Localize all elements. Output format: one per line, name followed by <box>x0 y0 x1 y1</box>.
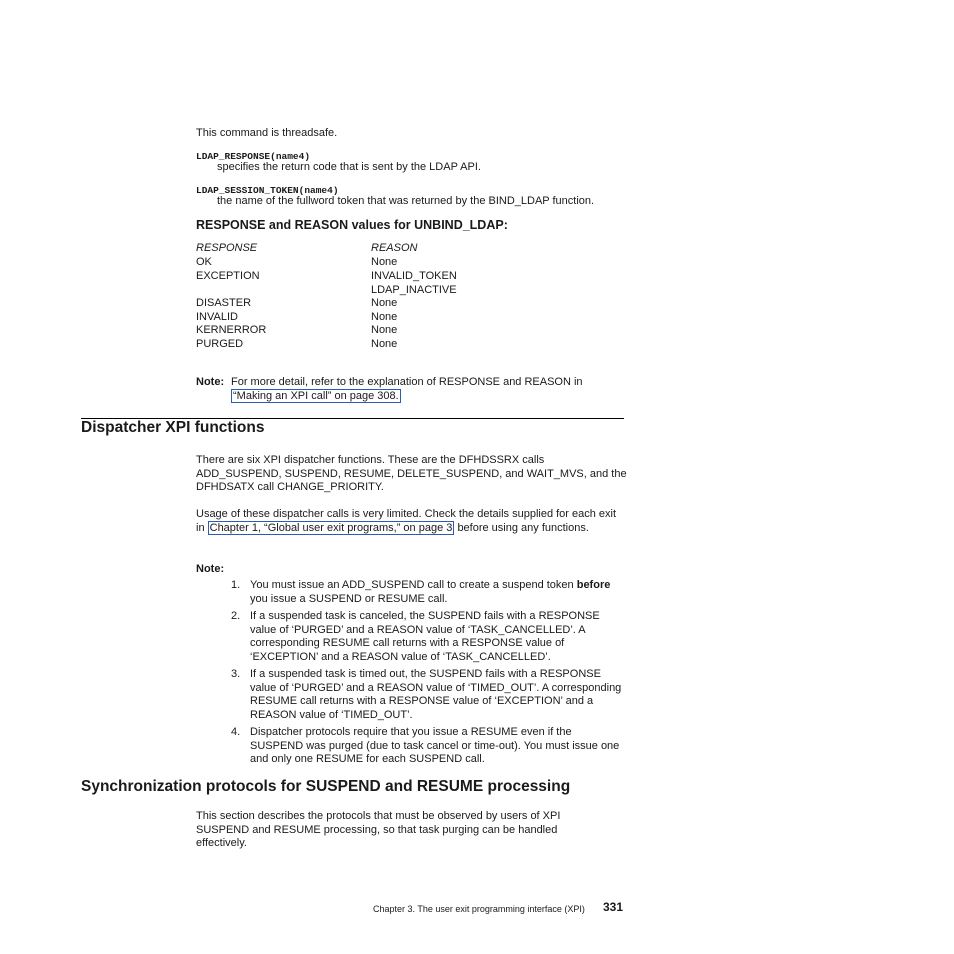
response-cell: DISASTER <box>196 297 252 309</box>
table-row <box>196 311 496 325</box>
reason-cell: None <box>371 311 398 323</box>
note-label: Note: <box>196 376 225 388</box>
response-cell: KERNERROR <box>196 324 267 336</box>
param-name-ldap-session-token: LDAP_SESSION_TOKEN(name4) <box>196 185 339 196</box>
dispatcher-note-list <box>231 579 623 771</box>
param-desc-ldap-session-token: the name of the fullword token that was returned by the BIND_LDAP function. <box>217 195 595 207</box>
note-text-before: For more detail, refer to the explanation of RESPONSE and REASON in <box>231 376 583 388</box>
reason-cell: INVALID_TOKEN <box>371 270 457 282</box>
dispatcher-para1: There are six XPI dispatcher functions. These are the DFHDSSRX calls ADD_SUSPEND, SUSPEND, RESUME, DELETE_SUSPEND, and WAIT_MVS, and the DFHDSATX call CHANGE_PRIORITY. <box>196 454 627 493</box>
reason-cell: None <box>371 297 398 309</box>
list-item-number: 2. <box>231 610 241 622</box>
dispatcher-para2-after: before using any functions. <box>457 521 589 534</box>
list-item-number: 1. <box>231 579 241 591</box>
list-item-text: If a suspended task is canceled, the SUSPEND fails with a RESPONSE value of ‘PURGED’ and a REASON value of ‘TASK_CANCELLED’. A corresponding RESUME call returns with a RESPONSE value of ‘EXCEPTION’ and a REASON value of ‘TASK_CANCELLED’. <box>250 610 600 663</box>
list-item-text: If a suspended task is timed out, the SUSPEND fails with a RESPONSE value of ‘PURGED’ and a REASON value of ‘TIMED_OUT’. A corresponding RESUME call returns with a RESPONSE value of ‘EXCEPTION’ and a REASON value of ‘TIMED_OUT’. <box>250 668 622 721</box>
global-user-exit-link[interactable]: Chapter 1, “Global user exit programs,” on page 3 <box>209 521 453 534</box>
dispatcher-para2-before: Usage of these dispatcher calls is very limited. Check the details supplied for each exit in <box>196 508 617 534</box>
list-item <box>231 726 623 767</box>
response-cell: PURGED <box>196 338 244 350</box>
dispatcher-note-label: Note: <box>196 563 225 575</box>
threadsafe-text: This command is threadsafe. <box>196 127 338 139</box>
table-row <box>196 270 496 284</box>
response-cell: INVALID <box>196 311 238 323</box>
table-row <box>196 324 496 338</box>
emphasis-before: before <box>576 579 611 591</box>
reason-cell: LDAP_INACTIVE <box>371 284 457 296</box>
list-item <box>231 610 623 664</box>
sync-para: This section describes the protocols that must be observed by users of XPI SUSPEND and RESUME processing, so that task purging can be handled effectively. <box>196 810 561 849</box>
table-row <box>196 338 496 352</box>
footer-chapter: Chapter 3. The user exit programming interface (XPI) <box>373 904 585 914</box>
response-reason-heading: RESPONSE and REASON values for UNBIND_LDAP: <box>196 218 508 232</box>
table-header-row <box>196 242 496 256</box>
param-name-ldap-response: LDAP_RESPONSE(name4) <box>196 151 311 162</box>
list-item-text: You must issue an ADD_SUSPEND call to create a suspend token before you issue a SUSPEND or RESUME call. <box>250 579 611 605</box>
dispatcher-heading: Dispatcher XPI functions <box>81 419 265 436</box>
sync-heading: Synchronization protocols for SUSPEND and RESUME processing <box>81 778 571 795</box>
list-item <box>231 668 623 722</box>
making-xpi-call-link[interactable]: “Making an XPI call” on page 308. <box>233 389 399 402</box>
list-item-number: 4. <box>231 726 241 738</box>
response-cell: OK <box>196 256 212 268</box>
table-row <box>196 256 496 270</box>
param-desc-ldap-response: specifies the return code that is sent by the LDAP API. <box>217 161 481 173</box>
response-cell: EXCEPTION <box>196 270 260 282</box>
col-reason-header: REASON <box>371 242 418 254</box>
list-item-text: Dispatcher protocols require that you issue a RESUME even if the SUSPEND was purged (due to task cancel or time-out). You must issue one and only one RESUME for each SUSPEND call. <box>250 726 620 765</box>
table-row <box>196 297 496 311</box>
table-row <box>196 284 496 298</box>
list-item <box>231 579 623 606</box>
note-text <box>231 376 611 403</box>
col-response-header: RESPONSE <box>196 242 258 254</box>
reason-cell: None <box>371 338 398 350</box>
reason-cell: None <box>371 324 398 336</box>
reason-cell: None <box>371 256 398 268</box>
page-number: 331 <box>603 900 624 914</box>
list-item-number: 3. <box>231 668 241 680</box>
dispatcher-para2 <box>196 508 621 535</box>
